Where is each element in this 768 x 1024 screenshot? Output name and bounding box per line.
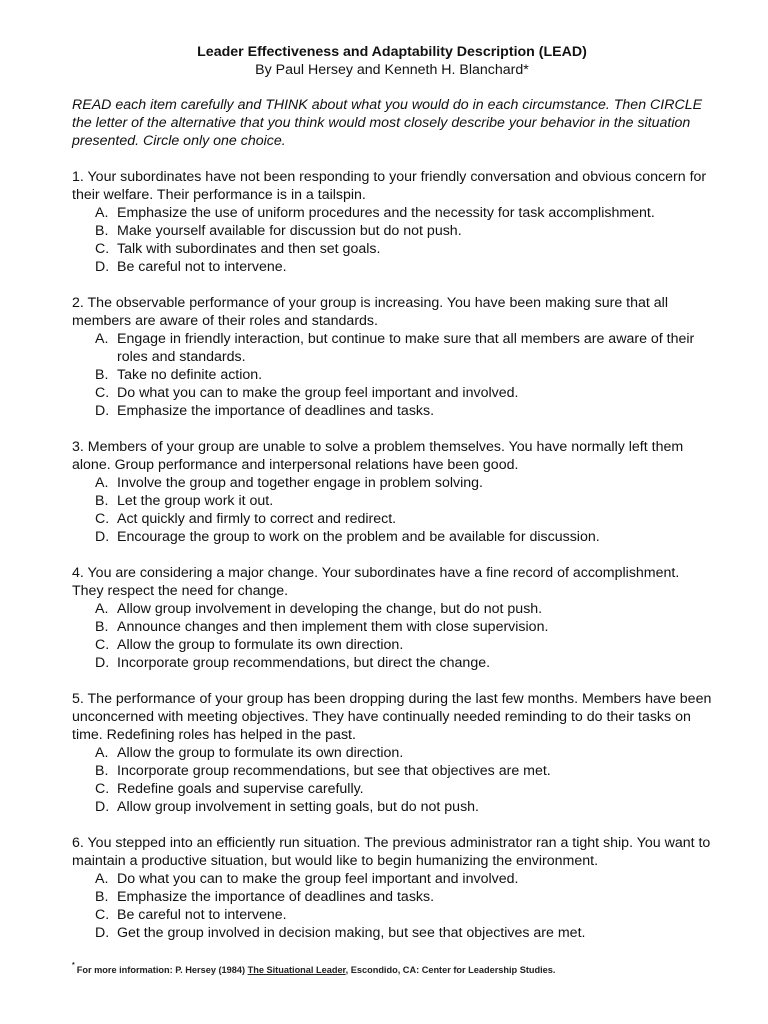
document-title: Leader Effectiveness and Adaptability Description (LEAD) (197, 44, 587, 60)
choice-text: Let the group work it out. (117, 493, 274, 509)
choice-letter: C. (95, 511, 110, 527)
choice-text: Do what you can to make the group feel important and involved. (117, 871, 519, 887)
choice-text: Incorporate group recommendations, but see that objectives are met. (117, 763, 551, 779)
choice-letter: B. (95, 223, 109, 239)
choice-letter: D. (95, 529, 110, 545)
choice-item (72, 762, 712, 780)
instructions: READ each item carefully and THINK about what you would do in each circumstance. Then CIRCLE the letter of the alternative that you think would most closely describe your behavior in the situation presented. Circle only one choice. (72, 97, 703, 149)
choice-text: Engage in friendly interaction, but continue to make sure that all members are aware of their roles and standards. (117, 331, 695, 365)
choice-list (72, 870, 712, 942)
choice-item (72, 384, 712, 402)
choice-item (72, 888, 712, 906)
choice-item (72, 906, 712, 924)
choice-text: Make yourself available for discussion but do not push. (117, 223, 462, 239)
choice-text: Emphasize the importance of deadlines and tasks. (117, 889, 435, 905)
footnote-marker: * (72, 962, 75, 969)
choice-text: Incorporate group recommendations, but direct the change. (117, 655, 491, 671)
choice-letter: B. (95, 763, 109, 779)
footnote-prefix: For more information: P. Hersey (1984) (76, 965, 248, 975)
choice-item (72, 366, 712, 384)
choice-list (72, 204, 712, 276)
choice-text: Do what you can to make the group feel important and involved. (117, 385, 519, 401)
choice-letter: B. (95, 493, 109, 509)
question-text: 3. Members of your group are unable to solve a problem themselves. You have normally left them alone. Group performance and interpersonal relations have been good. (72, 439, 684, 473)
choice-list (72, 600, 712, 672)
choice-letter: B. (95, 889, 109, 905)
choice-list (72, 474, 712, 546)
choice-text: Allow the group to formulate its own direction. (117, 637, 404, 653)
choice-item (72, 402, 712, 420)
choice-item (72, 528, 712, 546)
choice-item (72, 600, 712, 618)
choice-text: Emphasize the importance of deadlines and tasks. (117, 403, 435, 419)
footnote-book-title: The Situational Leader (247, 965, 346, 975)
question-4 (72, 564, 712, 672)
choice-letter: D. (95, 655, 110, 671)
choice-item (72, 258, 712, 276)
choice-letter: D. (95, 259, 110, 275)
choice-item (72, 636, 712, 654)
choice-letter: B. (95, 367, 109, 383)
choice-text: Involve the group and together engage in problem solving. (117, 475, 483, 491)
choice-text: Redefine goals and supervise carefully. (117, 781, 364, 797)
choice-text: Talk with subordinates and then set goals. (117, 241, 381, 257)
choice-letter: C. (95, 385, 110, 401)
choice-text: Get the group involved in decision making, but see that objectives are met. (117, 925, 586, 941)
choice-letter: A. (95, 205, 109, 221)
choice-text: Allow group involvement in developing the change, but do not push. (117, 601, 543, 617)
question-5 (72, 690, 712, 816)
choice-item (72, 654, 712, 672)
choice-item (72, 492, 712, 510)
document-authors: By Paul Hersey and Kenneth H. Blanchard* (255, 62, 529, 78)
choice-item (72, 222, 712, 240)
choice-item (72, 618, 712, 636)
choice-item (72, 240, 712, 258)
choice-item (72, 330, 712, 366)
question-text: 1. Your subordinates have not been responding to your friendly conversation and obvious concern for their welfare. Their performance is in a tailspin. (72, 169, 707, 203)
document-page (72, 43, 712, 942)
choice-item (72, 924, 712, 942)
choice-item (72, 870, 712, 888)
choice-letter: D. (95, 925, 110, 941)
choice-letter: C. (95, 781, 110, 797)
footnote (72, 964, 555, 976)
choice-letter: A. (95, 601, 109, 617)
choice-letter: A. (95, 331, 109, 347)
choice-letter: C. (95, 907, 110, 923)
question-text: 6. You stepped into an efficiently run situation. The previous administrator ran a tight ship. You want to maintain a productive situation, but would like to begin humanizing the environment. (72, 835, 711, 869)
choice-list (72, 744, 712, 816)
choice-letter: C. (95, 241, 110, 257)
choice-text: Allow group involvement in setting goals, but do not push. (117, 799, 480, 815)
question-6 (72, 834, 712, 942)
choice-letter: D. (95, 403, 110, 419)
choice-text: Act quickly and firmly to correct and redirect. (117, 511, 397, 527)
choice-item (72, 474, 712, 492)
footnote-suffix: , Escondido, CA: Center for Leadership Studies. (345, 965, 556, 975)
choice-letter: D. (95, 799, 110, 815)
question-2 (72, 294, 712, 420)
choice-letter: B. (95, 619, 109, 635)
question-text: 4. You are considering a major change. Your subordinates have a fine record of accomplishment. They respect the need for change. (72, 565, 680, 599)
question-text: 5. The performance of your group has been dropping during the last few months. Members have been unconcerned with meeting objectives. They have continually needed reminding to do their tasks on time. Redefining roles has helped in the past. (72, 691, 712, 743)
question-1 (72, 168, 712, 276)
choice-item (72, 510, 712, 528)
choice-item (72, 204, 712, 222)
choice-text: Allow the group to formulate its own direction. (117, 745, 404, 761)
choice-letter: A. (95, 871, 109, 887)
question-text: 2. The observable performance of your group is increasing. You have been making sure that all members are aware of their roles and standards. (72, 295, 668, 329)
choice-list (72, 330, 712, 420)
choice-text: Be careful not to intervene. (117, 259, 287, 275)
choice-letter: C. (95, 637, 110, 653)
choice-text: Take no definite action. (117, 367, 263, 383)
choice-text: Be careful not to intervene. (117, 907, 287, 923)
question-3 (72, 438, 712, 546)
choice-item (72, 798, 712, 816)
choice-item (72, 744, 712, 762)
choice-text: Announce changes and then implement them with close supervision. (117, 619, 549, 635)
choice-letter: A. (95, 745, 109, 761)
choice-text: Emphasize the use of uniform procedures and the necessity for task accomplishment. (117, 205, 655, 221)
choice-letter: A. (95, 475, 109, 491)
choice-item (72, 780, 712, 798)
choice-text: Encourage the group to work on the problem and be available for discussion. (117, 529, 600, 545)
